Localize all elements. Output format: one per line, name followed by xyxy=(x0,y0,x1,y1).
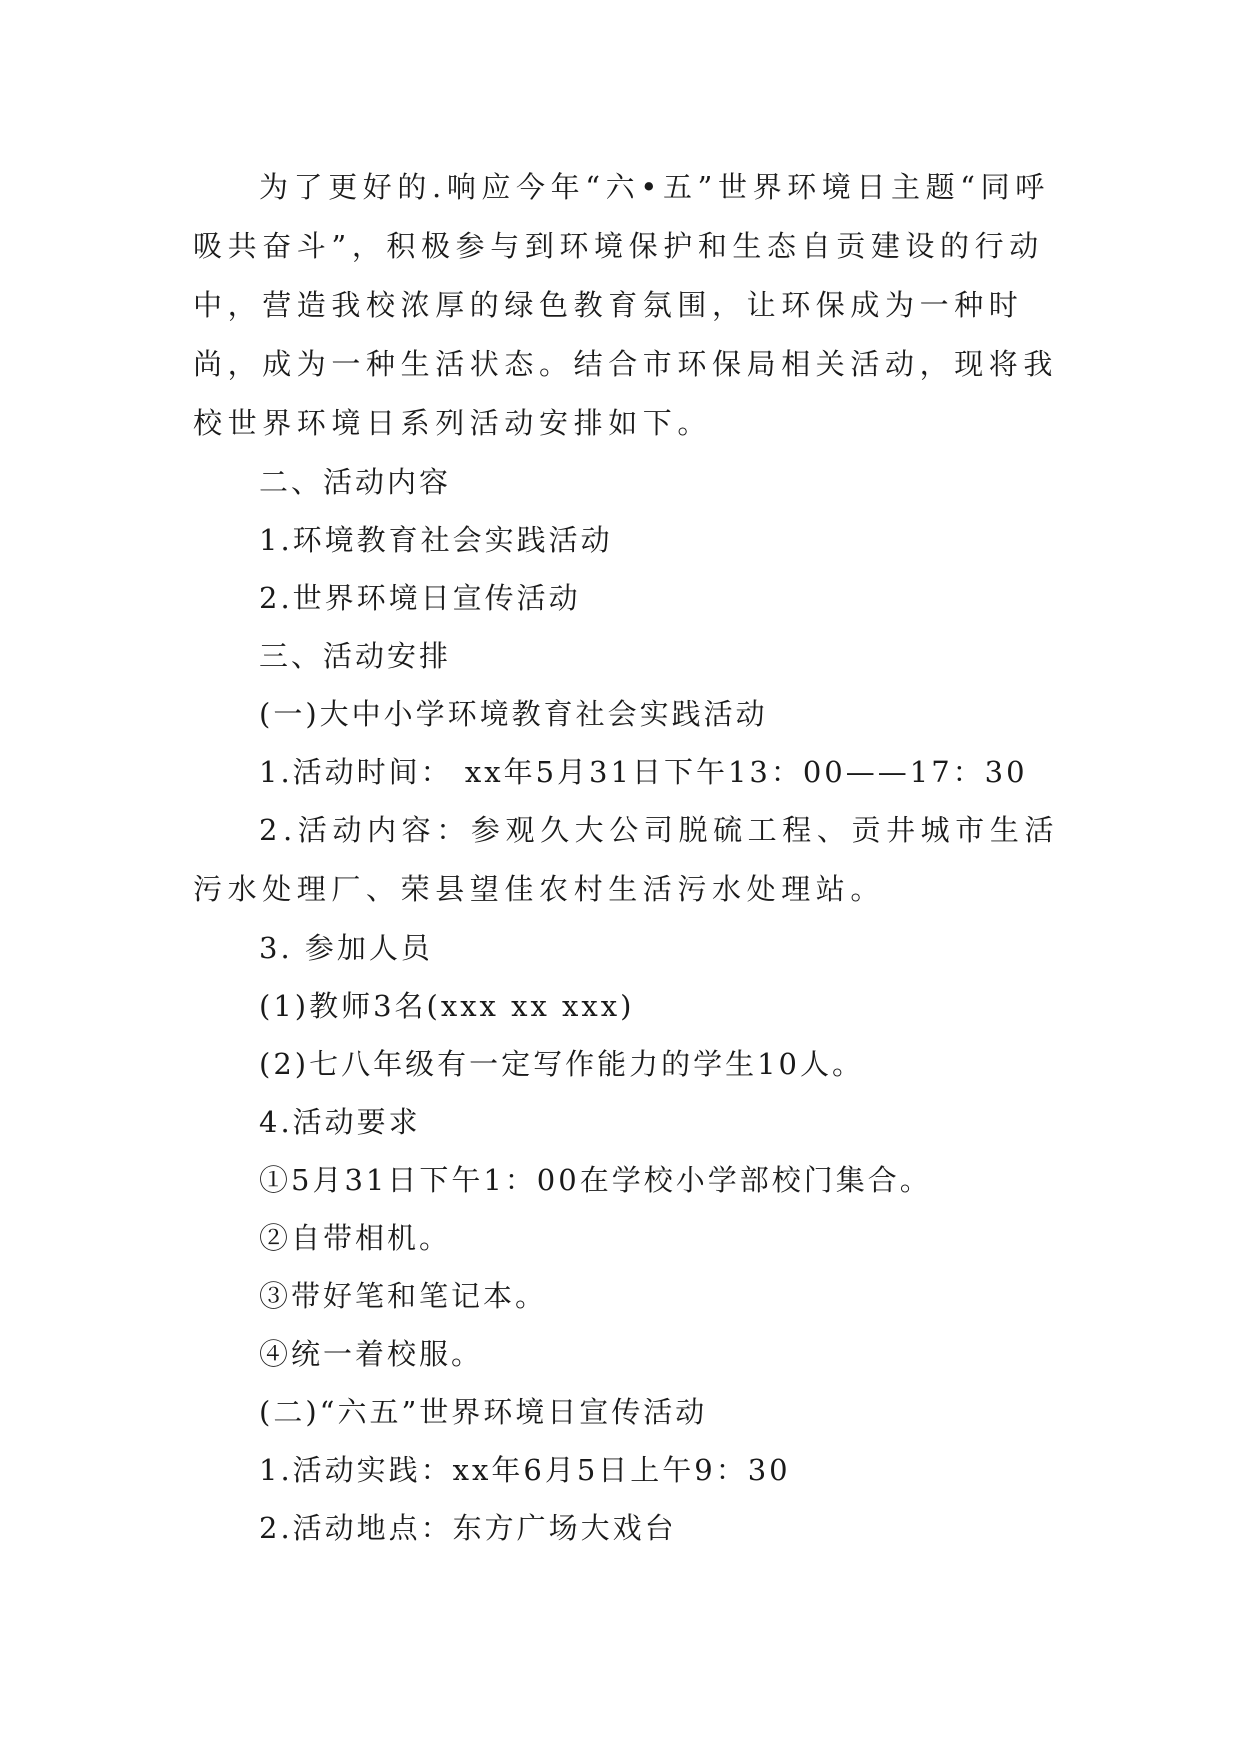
subsection-heading-publicity-activity: (二)“六五”世界环境日宣传活动 xyxy=(259,1395,708,1429)
list-item: ①5月31日下午1：00在学校小学部校门集合。 xyxy=(259,1163,932,1197)
activity-location: 2.活动地点：东方广场大戏台 xyxy=(259,1511,677,1545)
list-item: ④统一着校服。 xyxy=(259,1337,484,1371)
activity-time: 1.活动实践：xx年6月5日上午9：30 xyxy=(259,1453,791,1487)
intro-paragraph: 为了更好的.响应今年“六•五”世界环境日主题“同呼吸共奋斗”，积极参与到环境保护和生态自贡建设的行动中，营造我校浓厚的绿色教育氛围，让环保成为一种时尚，成为一种生活状态。结合市环保局相关活动，现将我校世界环境日系列活动安排如下。 xyxy=(193,170,1059,440)
activity-time: 1.活动时间： xx年5月31日下午13：00——17：30 xyxy=(259,755,1028,789)
list-item: ②自带相机。 xyxy=(259,1221,452,1255)
list-item: (2)七八年级有一定写作能力的学生10人。 xyxy=(259,1047,864,1081)
section-heading-activity-content: 二、活动内容 xyxy=(259,465,452,499)
list-item: 1.环境教育社会实践活动 xyxy=(259,523,613,557)
list-item: (1)教师3名(xxx xx xxx) xyxy=(259,989,635,1023)
list-item: ③带好笔和笔记本。 xyxy=(259,1279,548,1313)
section-heading-activity-arrangement: 三、活动安排 xyxy=(259,639,452,673)
participants-heading: 3. 参加人员 xyxy=(259,931,433,965)
requirements-heading: 4.活动要求 xyxy=(259,1105,421,1139)
list-item: 2.世界环境日宣传活动 xyxy=(259,581,581,615)
subsection-heading-practice-activity: (一)大中小学环境教育社会实践活动 xyxy=(259,697,768,731)
activity-content: 2.活动内容：参观久大公司脱硫工程、贡井城市生活污水处理厂、荣县望佳农村生活污水处理站。 xyxy=(193,813,1060,906)
document-body xyxy=(193,158,1073,1557)
